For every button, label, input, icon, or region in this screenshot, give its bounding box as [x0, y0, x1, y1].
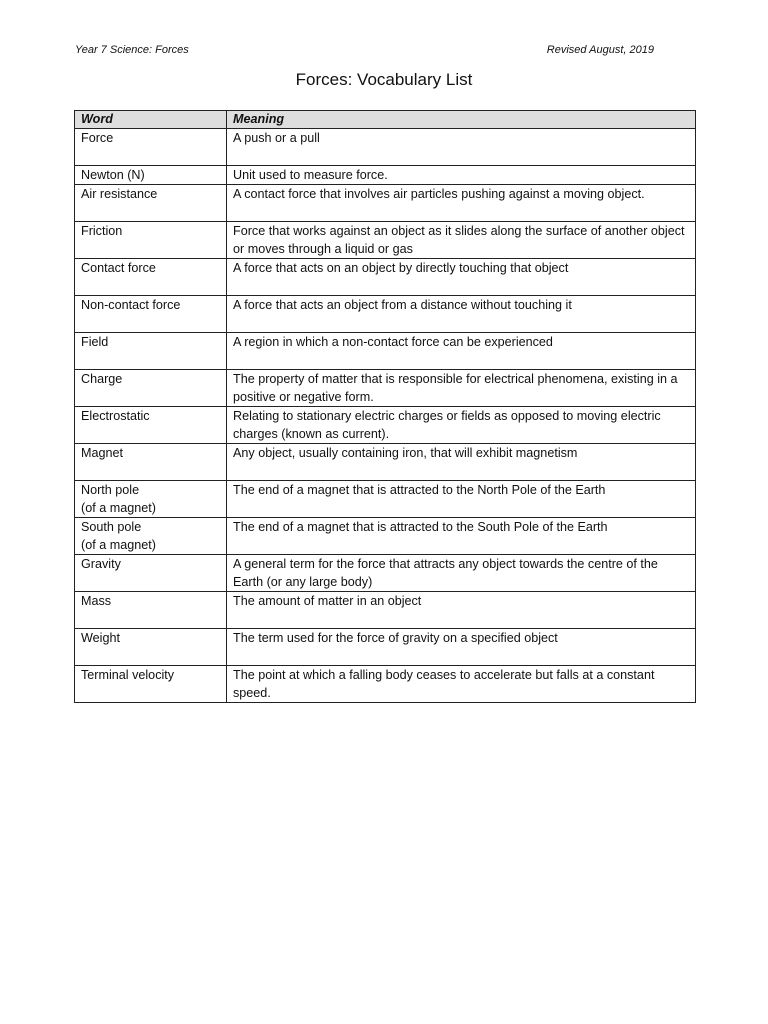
word-cell	[75, 555, 227, 592]
meaning-cell	[227, 481, 696, 518]
table-header-row	[75, 111, 696, 129]
word-cell	[75, 166, 227, 185]
word-text: Terminal velocity	[81, 668, 175, 682]
word-cell	[75, 518, 227, 555]
meaning-text: The term used for the force of gravity on a specified object	[233, 631, 558, 645]
table-row	[75, 555, 696, 592]
table-row	[75, 370, 696, 407]
meaning-cell	[227, 185, 696, 222]
word-text: Force	[81, 131, 114, 145]
word-cell	[75, 333, 227, 370]
table-row	[75, 444, 696, 481]
table-row	[75, 481, 696, 518]
meaning-text: A contact force that involves air particles pushing against a moving object.	[233, 187, 645, 201]
meaning-cell	[227, 370, 696, 407]
meaning-cell	[227, 296, 696, 333]
table-row	[75, 629, 696, 666]
word-cell	[75, 407, 227, 444]
word-text: Charge	[81, 372, 123, 386]
vocabulary-table	[74, 110, 696, 703]
meaning-text: Relating to stationary electric charges or fields as opposed to moving electric charges (known as current).	[233, 409, 661, 441]
word-text: North pole (of a magnet)	[81, 483, 156, 515]
word-cell	[75, 370, 227, 407]
meaning-text: A push or a pull	[233, 131, 320, 145]
word-cell	[75, 666, 227, 703]
word-text: Friction	[81, 224, 123, 238]
table-row	[75, 129, 696, 166]
word-text: Contact force	[81, 261, 156, 275]
meaning-text: The point at which a falling body ceases to accelerate but falls at a constant speed.	[233, 668, 655, 700]
meaning-cell	[227, 518, 696, 555]
header-revision-date: Revised August, 2019	[546, 44, 654, 56]
meaning-text: Force that works against an object as it slides along the surface of another object or moves through a liquid or gas	[233, 224, 685, 256]
meaning-text: The end of a magnet that is attracted to the South Pole of the Earth	[233, 520, 608, 534]
meaning-cell	[227, 407, 696, 444]
word-text: Weight	[81, 631, 120, 645]
meaning-text: Any object, usually containing iron, that will exhibit magnetism	[233, 446, 578, 460]
table-row	[75, 407, 696, 444]
word-cell	[75, 444, 227, 481]
meaning-cell	[227, 333, 696, 370]
table-row	[75, 259, 696, 296]
meaning-text: Unit used to measure force.	[233, 168, 388, 182]
meaning-text: A general term for the force that attracts any object towards the centre of the Earth (or any large body)	[233, 557, 658, 589]
word-cell	[75, 129, 227, 166]
meaning-cell	[227, 555, 696, 592]
table-row	[75, 166, 696, 185]
table-row	[75, 185, 696, 222]
table-row	[75, 592, 696, 629]
meaning-text: A force that acts an object from a distance without touching it	[233, 298, 572, 312]
word-cell	[75, 222, 227, 259]
word-cell	[75, 629, 227, 666]
meaning-text: A region in which a non-contact force can be experienced	[233, 335, 553, 349]
page-title: Forces: Vocabulary List	[295, 70, 473, 89]
meaning-cell	[227, 666, 696, 703]
word-text: Gravity	[81, 557, 121, 571]
word-cell	[75, 592, 227, 629]
word-cell	[75, 185, 227, 222]
word-text: Non-contact force	[81, 298, 181, 312]
word-cell	[75, 296, 227, 333]
column-header-word: Word	[75, 111, 227, 129]
table-row	[75, 666, 696, 703]
meaning-text: The property of matter that is responsible for electrical phenomena, existing in a positive or negative form.	[233, 372, 678, 404]
word-text: Electrostatic	[81, 409, 150, 423]
table-row	[75, 222, 696, 259]
meaning-cell	[227, 629, 696, 666]
meaning-text: A force that acts on an object by directly touching that object	[233, 261, 569, 275]
meaning-text: The amount of matter in an object	[233, 594, 422, 608]
word-cell	[75, 259, 227, 296]
word-text: Newton (N)	[81, 168, 145, 182]
meaning-text: The end of a magnet that is attracted to the North Pole of the Earth	[233, 483, 606, 497]
word-text: Field	[81, 335, 109, 349]
table-row	[75, 296, 696, 333]
table-row	[75, 518, 696, 555]
meaning-cell	[227, 444, 696, 481]
word-text: Mass	[81, 594, 112, 608]
table-row	[75, 333, 696, 370]
word-text: Magnet	[81, 446, 124, 460]
word-text: South pole (of a magnet)	[81, 520, 156, 552]
meaning-cell	[227, 592, 696, 629]
meaning-cell	[227, 222, 696, 259]
meaning-cell	[227, 259, 696, 296]
column-header-meaning: Meaning	[227, 111, 696, 129]
word-cell	[75, 481, 227, 518]
meaning-cell	[227, 166, 696, 185]
header-course-label: Year 7 Science: Forces	[75, 44, 189, 56]
word-text: Air resistance	[81, 187, 158, 201]
meaning-cell	[227, 129, 696, 166]
